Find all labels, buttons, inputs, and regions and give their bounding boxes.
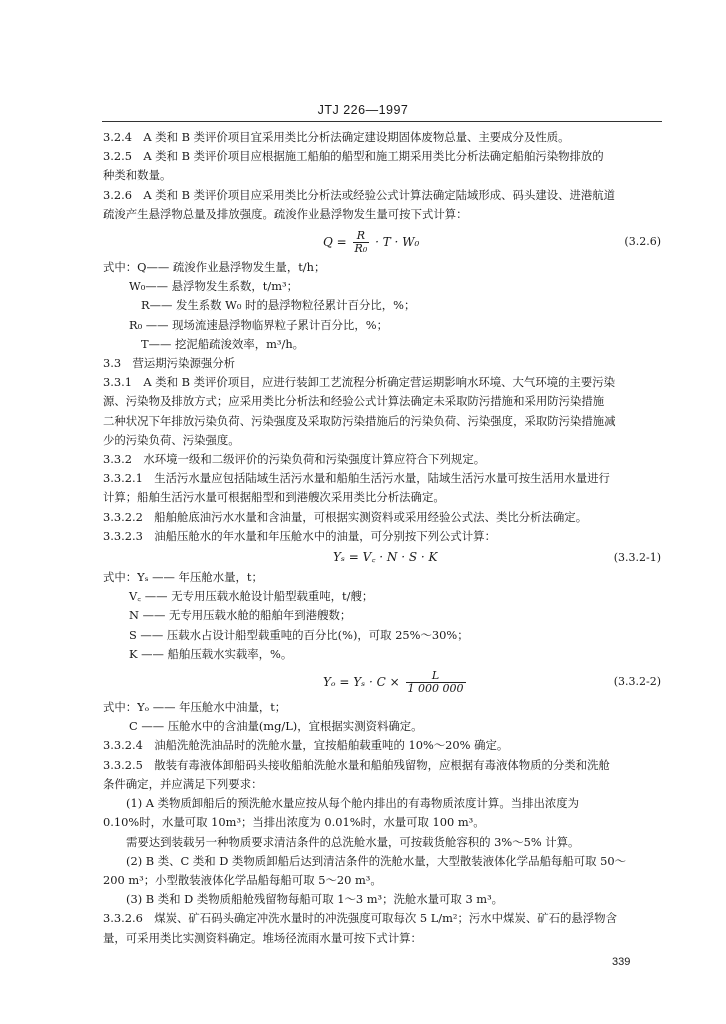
where-w0: W₀—— 悬浮物发生系数，t/m³； xyxy=(129,279,298,294)
where-k: K —— 船舶压载水实载率，%。 xyxy=(129,646,293,661)
clause-3-3-1-line4: 少的污染负荷、污染强度。 xyxy=(103,432,240,447)
clause-3-3-2-5-line1: 3.3.2.5 散装有毒液体卸船码头接收船舶洗舱水量和船舶残留物，应根据有毒液体物质的分类和洗舱 xyxy=(103,757,610,772)
formula-3-3-2-2-numerator: L xyxy=(406,670,466,683)
item-1-line2: 0.10%时，水量可取 10m³；当排出浓度为 0.01%时，水量可取 100 m³。 xyxy=(103,815,485,830)
where-c: C —— 压舱水中的含油量(mg/L)，宜根据实测资料确定。 xyxy=(129,719,423,734)
where-vc: V꜀ —— 无专用压载水舱设计船型载重吨，t/艘； xyxy=(129,589,374,604)
clause-3-2-6-line2: 疏浚产生悬浮物总量及排放强度。疏浚作业悬浮物发生量可按下式计算： xyxy=(103,206,468,221)
clause-3-3-2-4: 3.3.2.4 油船洗舱洗油品时的洗舱水量，宜按船舶载重吨的 10%～20% 确定。 xyxy=(103,738,509,753)
clause-3-2-5-line2: 种类和数量。 xyxy=(103,168,172,183)
item-2-line1: (2) B 类、C 类和 D 类物质卸船后达到清洁条件的洗舱水量，大型散装液体化学品船每船可取 50～ xyxy=(126,853,627,868)
item-1-line1: (1) A 类物质卸船后的预洗舱水量应按从每个舱内排出的有毒物质浓度计算。当排出浓度为 xyxy=(126,796,580,811)
formula-3-3-2-2-denominator: 1 000 000 xyxy=(407,682,464,696)
section-3-3-heading: 3.3 营运期污染源强分析 xyxy=(103,356,236,371)
formula-3-2-6-lhs: Q = xyxy=(323,235,347,250)
formula-3-3-2-2-expression xyxy=(323,670,468,695)
formula-3-2-6-denominator: R₀ xyxy=(354,242,368,256)
formula-3-3-2-1 xyxy=(103,546,663,568)
clause-3-3-2-1-line1: 3.3.2.1 生活污水量应包括陆域生活污水量和船舶生活污水量，陆域生活污水量可按生活用水量进行 xyxy=(103,471,610,486)
item-1-line3: 需要达到装载另一种物质要求清洁条件的总洗舱水量，可按载货舱容积的 3%～5% 计算。 xyxy=(126,834,580,849)
where-s: S —— 压载水占设计船型载重吨的百分比(%)，可取 25%～30%； xyxy=(129,627,469,642)
page-number: 339 xyxy=(612,956,631,968)
formula-3-3-2-2 xyxy=(103,664,663,698)
formula-3-2-6-fraction xyxy=(353,230,370,255)
where-t: T—— 挖泥船疏浚效率，m³/h。 xyxy=(141,336,305,351)
where-r: R—— 发生系数 W₀ 时的悬浮物粒径累计百分比，%； xyxy=(141,298,416,313)
clause-3-3-1-line1: 3.3.1 A 类和 B 类评价项目，应进行装卸工艺流程分析确定营运期影响水环境、大气环境的主要污染 xyxy=(103,375,616,390)
formula-3-3-2-1-expression: Yₛ = V꜀ · N · S · K xyxy=(333,550,438,565)
formula-3-3-2-2-number: (3.3.2-2) xyxy=(613,675,661,689)
clause-3-3-2-2: 3.3.2.2 船舶舱底油污水水量和含油量，可根据实测资料或采用经验公式法、类比分析法确定。 xyxy=(103,509,588,524)
formula-3-3-2-2-lhs: Yₒ = Yₛ · C × xyxy=(323,675,400,690)
where-ys: 式中：Yₛ —— 年压舱水量，t； xyxy=(103,570,263,585)
clause-3-3-1-line3: 二种状况下年排放污染负荷、污染强度及采取防污染措施后的污染负荷、污染强度，采取防污染措施减 xyxy=(103,413,616,428)
clause-3-3-2-5-line2: 条件确定，并应满足下列要求： xyxy=(103,776,263,791)
header-rule xyxy=(102,121,662,122)
clause-3-3-2: 3.3.2 水环境一级和二级评价的污染负荷和污染强度计算应符合下列规定。 xyxy=(103,452,486,467)
where-n: N —— 无专用压载水舱的船舶年到港艘数； xyxy=(129,608,352,623)
formula-3-2-6-rhs: · T · W₀ xyxy=(375,235,420,250)
where-yo: 式中：Yₒ —— 年压舱水中油量，t； xyxy=(103,700,287,715)
formula-3-2-6-number: (3.2.6) xyxy=(624,235,661,249)
item-2-line2: 200 m³；小型散装液体化学品船每船可取 5～20 m³。 xyxy=(103,872,382,887)
formula-3-3-2-1-number: (3.3.2-1) xyxy=(613,551,661,565)
running-header: JTJ 226—1997 xyxy=(317,103,409,117)
clause-3-3-2-1-line2: 计算；船舶生活污水量可根据船型和到港艘次采用类比分析法确定。 xyxy=(103,490,445,505)
where-q: 式中：Q—— 疏浚作业悬浮物发生量，t/h； xyxy=(103,260,326,275)
clause-3-3-2-6-line1: 3.3.2.6 煤炭、矿石码头确定冲洗水量时的冲洗强度可取每次 5 L/m²；污水中煤炭、矿石的悬浮物含 xyxy=(103,911,617,926)
clause-3-2-5-line1: 3.2.5 A 类和 B 类评价项目应根据施工船舶的船型和施工期采用类比分析法确定船舶污染物排放的 xyxy=(103,149,604,164)
where-r0: R₀ —— 现场流速悬浮物临界粒子累计百分比，%； xyxy=(129,317,389,332)
document-body xyxy=(103,128,663,948)
clause-3-3-2-6-line2: 量，可采用类比实测资料确定。堆场径流雨水量可按下式计算： xyxy=(103,930,422,945)
formula-3-3-2-2-fraction xyxy=(406,670,466,695)
clause-3-3-2-3: 3.3.2.3 油船压舱水的年水量和年压舱水中的油量，可分别按下列公式计算： xyxy=(103,528,496,543)
clause-3-2-6-line1: 3.2.6 A 类和 B 类评价项目应采用类比分析法或经验公式计算法确定陆域形成、码头建设、进港航道 xyxy=(103,187,616,202)
formula-3-2-6 xyxy=(103,224,663,258)
item-3: (3) B 类和 D 类物质船舱残留物每船可取 1～3 m³；洗舱水量可取 3 m³。 xyxy=(126,892,504,907)
clause-3-3-1-line2: 源、污染物及排放方式；应采用类比分析法和经验公式计算法确定未采取防污措施和采用防污染措施 xyxy=(103,394,605,409)
clause-3-2-4: 3.2.4 A 类和 B 类评价项目宜采用类比分析法确定建设期固体废物总量、主要成分及性质。 xyxy=(103,130,570,144)
formula-3-2-6-expression xyxy=(323,230,419,255)
formula-3-2-6-numerator: R xyxy=(353,230,370,243)
